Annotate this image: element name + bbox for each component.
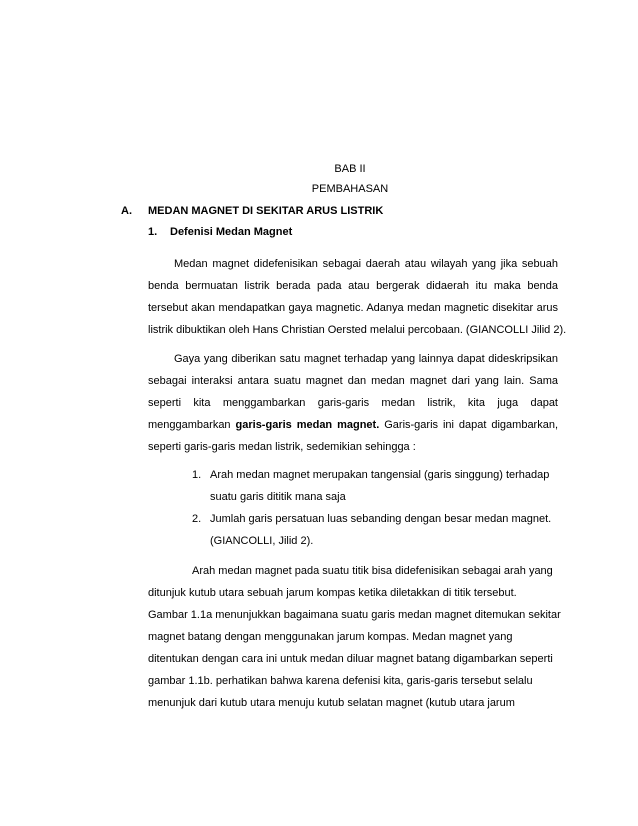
para1-line: listrik dibuktikan oleh Hans Christian Oersted melalui percobaan. (GIANCOLLI Jilid 2).	[148, 324, 567, 336]
subsection-heading: Defenisi Medan Magnet	[170, 226, 293, 238]
list-number: 2.	[192, 513, 202, 525]
para2-line: sebagai interaksi antara suatu magnet dan medan magnet dari yang lain. Sama	[148, 375, 558, 387]
para3-line: gambar 1.1b. perhatikan bahwa karena defenisi kita, garis-garis tersebut selalu	[148, 675, 533, 687]
para3-line: Gambar 1.1a menunjukkan bagaimana suatu garis medan magnet ditemukan sekitar	[148, 609, 561, 621]
section-marker: A.	[121, 205, 132, 217]
list-item-line: Jumlah garis persatuan luas sebanding dengan besar medan magnet.	[210, 513, 552, 525]
para3-line: magnet batang dengan menggunakan jarum kompas. Medan magnet yang	[148, 631, 513, 643]
para3-line: Arah medan magnet pada suatu titik bisa didefenisikan sebagai arah yang	[192, 565, 553, 577]
para1-line: tersebut akan mendapatkan gaya magnetic. Adanya medan magnetic disekitar arus	[148, 302, 558, 314]
para2-line	[148, 419, 558, 431]
para2-line: Gaya yang diberikan satu magnet terhadap yang lainnya dapat dideskripsikan	[174, 353, 558, 365]
para2-line: seperti garis-garis medan listrik, sedemikian sehingga :	[148, 441, 416, 453]
para2-text: menggambarkan	[148, 419, 231, 431]
para2-emphasis: garis-garis medan magnet.	[235, 419, 380, 431]
section-heading: MEDAN MAGNET DI SEKITAR ARUS LISTRIK	[148, 205, 384, 217]
list-number: 1.	[192, 469, 202, 481]
chapter-number: BAB II	[334, 163, 366, 175]
subsection-marker: 1.	[148, 226, 158, 238]
para1-line: benda bermuatan listrik berada pada atau bergerak didaerah itu maka benda	[148, 280, 558, 292]
para3-line: ditentukan dengan cara ini untuk medan diluar magnet batang digambarkan seperti	[148, 653, 553, 665]
para2-line: seperti kita menggambarkan garis-garis medan listrik, kita juga dapat	[148, 397, 558, 409]
chapter-title: PEMBAHASAN	[311, 183, 389, 195]
para3-line: ditunjuk kutub utara sebuah jarum kompas ketika diletakkan di titik tersebut.	[148, 587, 517, 599]
para2-text: Garis-garis ini dapat digambarkan,	[384, 419, 559, 431]
list-item-line: suatu garis dititik mana saja	[210, 491, 346, 503]
list-item-line: (GIANCOLLI, Jilid 2).	[210, 535, 314, 547]
para1-line: Medan magnet didefenisikan sebagai daerah atau wilayah yang jika sebuah	[174, 258, 558, 270]
list-item-line: Arah medan magnet merupakan tangensial (garis singgung) terhadap	[210, 469, 550, 481]
para3-line: menunjuk dari kutub utara menuju kutub selatan magnet (kutub utara jarum	[148, 697, 515, 709]
